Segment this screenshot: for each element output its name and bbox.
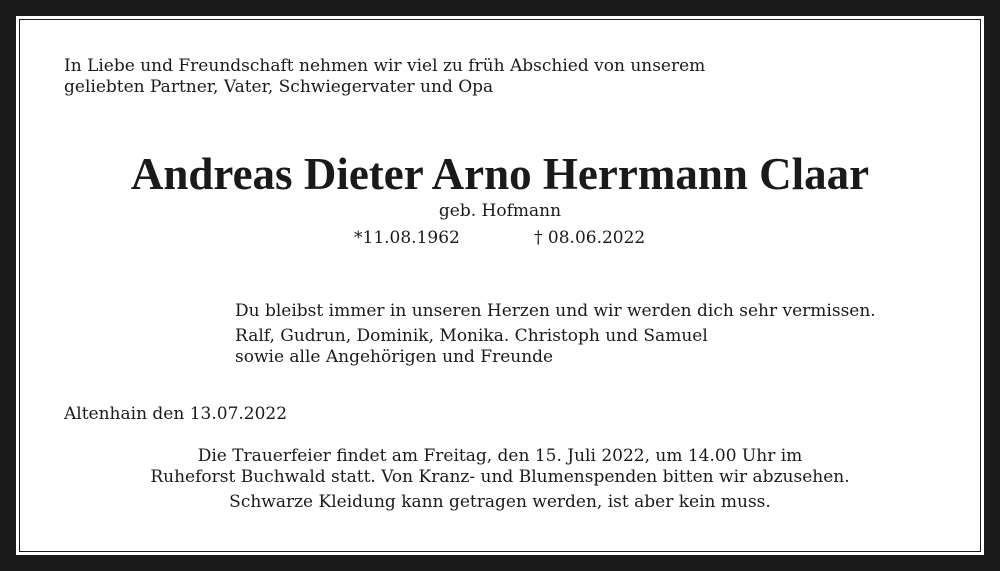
intro-text <box>64 56 705 98</box>
birth-date: *11.08.1962 <box>354 228 460 248</box>
death-date: † 08.06.2022 <box>534 228 646 248</box>
birth-name: geb. Hofmann <box>438 201 562 221</box>
mourners-line-2: sowie alle Angehörigen und Freunde <box>235 347 554 367</box>
ceremony-line-2: Ruheforst Buchwald statt. Von Kranz- und Blumenspenden bitten wir abzusehen. <box>150 467 850 487</box>
deceased-name: Andreas Dieter Arno Herrmann Claar <box>130 149 870 199</box>
dress-note: Schwarze Kleidung kann getragen werden, ist aber kein muss. <box>229 492 771 512</box>
intro-line-1: In Liebe und Freundschaft nehmen wir viel zu früh Abschied von unserem <box>64 56 706 76</box>
mourners-line-1: Ralf, Gudrun, Dominik, Monika. Christoph und Samuel <box>235 326 708 346</box>
intro-line-2: geliebten Partner, Vater, Schwiegervater und Opa <box>64 77 494 97</box>
ceremony-line-1: Die Trauerfeier findet am Freitag, den 15. Juli 2022, um 14.00 Uhr im <box>197 446 803 466</box>
place-and-date: Altenhain den 13.07.2022 <box>64 404 288 424</box>
obituary-notice <box>16 16 984 555</box>
farewell-message: Du bleibst immer in unseren Herzen und wir werden dich sehr vermissen. <box>235 301 876 321</box>
